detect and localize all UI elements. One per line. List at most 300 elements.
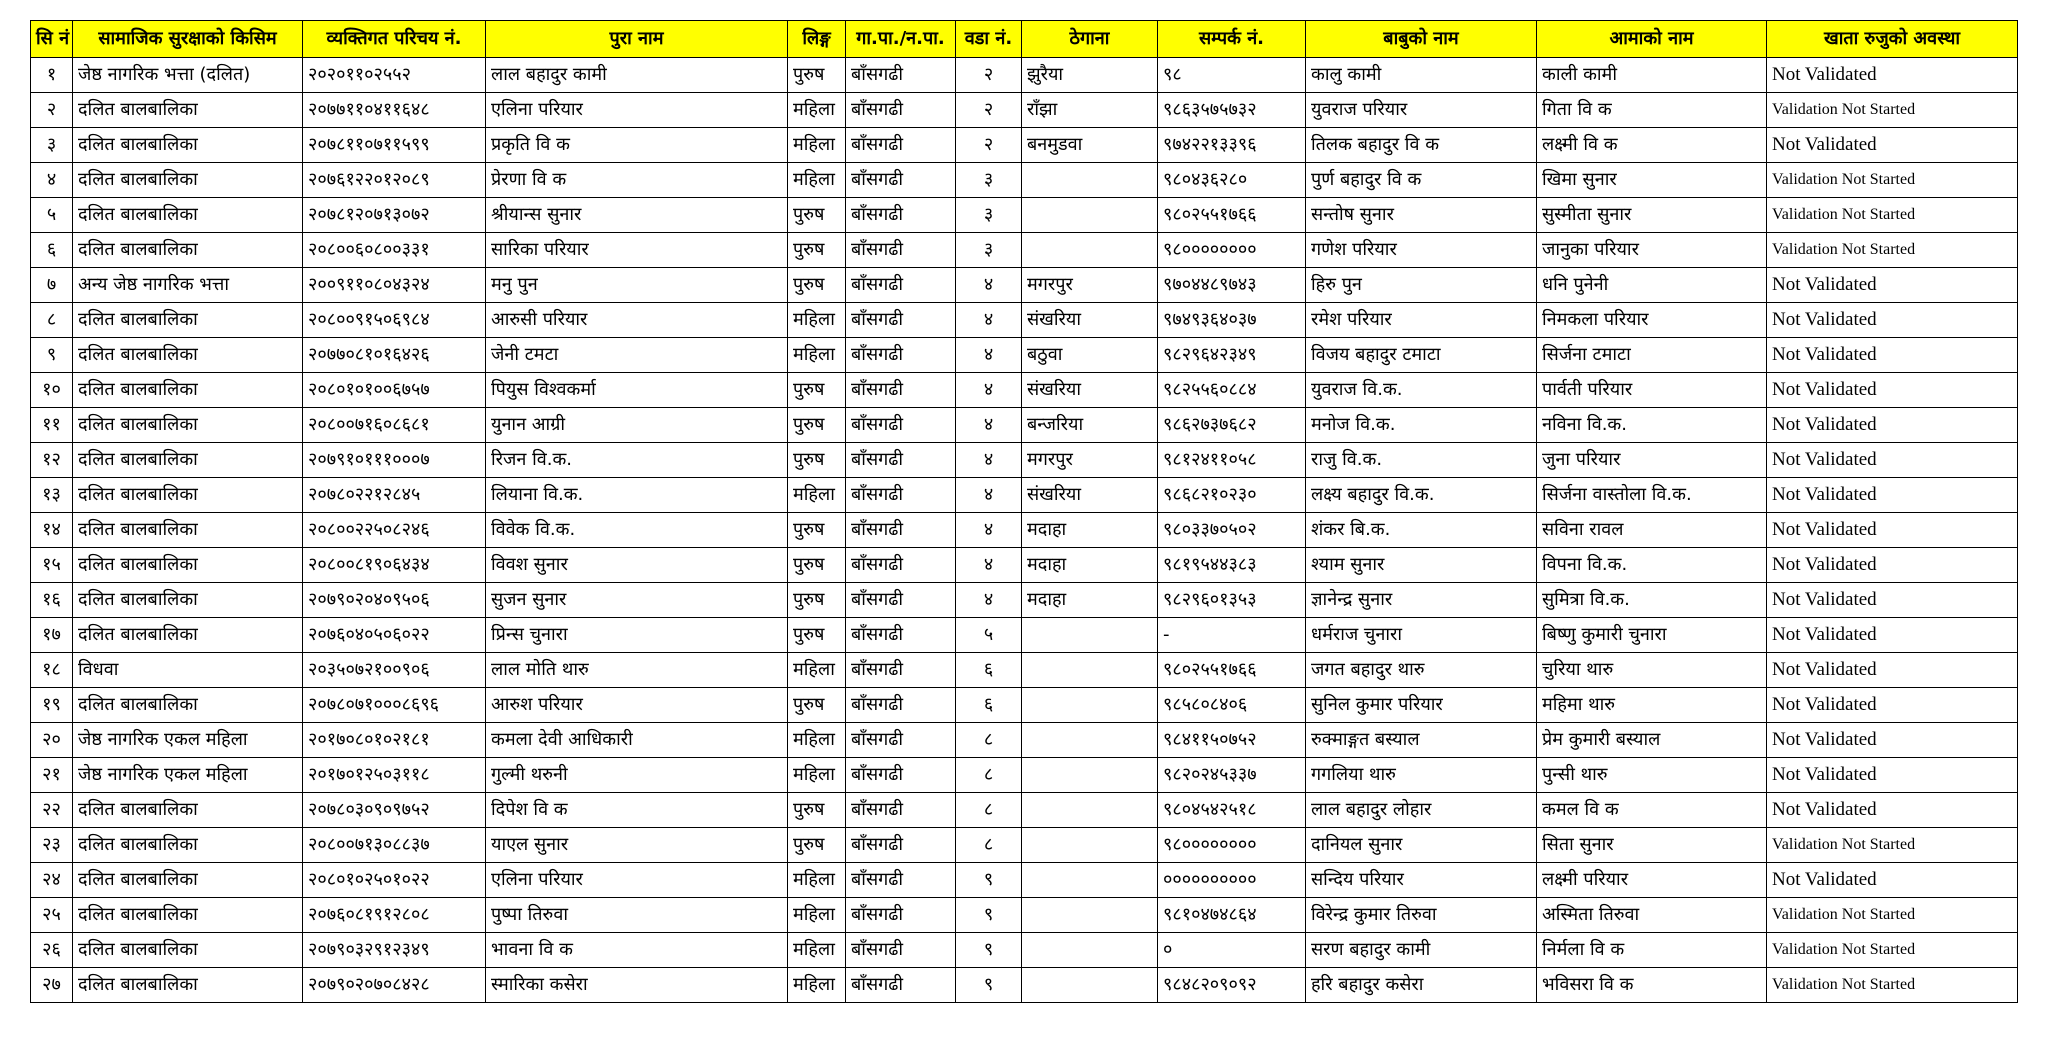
cell-municipality: बाँसगढी xyxy=(846,653,956,688)
cell-social-security-type: दलित बालबालिका xyxy=(73,338,303,373)
table-row xyxy=(31,128,2018,163)
cell-serial-number: ११ xyxy=(31,408,73,443)
cell-account-verification-status: Not Validated xyxy=(1767,513,2018,548)
cell-gender: महिला xyxy=(788,478,846,513)
cell-contact-number: ०००००००००० xyxy=(1158,863,1306,898)
cell-ward-number: ४ xyxy=(956,548,1022,583)
cell-serial-number: १० xyxy=(31,373,73,408)
cell-gender: पुरुष xyxy=(788,793,846,828)
header-social-security-type: सामाजिक सुरक्षाको किसिम xyxy=(73,21,303,58)
cell-father-name: दानियल सुनार xyxy=(1306,828,1537,863)
table-row xyxy=(31,548,2018,583)
cell-father-name: कालु कामी xyxy=(1306,58,1537,93)
cell-father-name: मनोज वि.क. xyxy=(1306,408,1537,443)
cell-contact-number: ९८०००००००० xyxy=(1158,828,1306,863)
table-row xyxy=(31,58,2018,93)
cell-account-verification-status: Not Validated xyxy=(1767,373,2018,408)
cell-mother-name: पुन्सी थारु xyxy=(1537,758,1767,793)
cell-full-name: स्मारिका कसेरा xyxy=(486,968,788,1003)
cell-social-security-type: दलित बालबालिका xyxy=(73,163,303,198)
cell-ward-number: ८ xyxy=(956,828,1022,863)
cell-ward-number: ३ xyxy=(956,198,1022,233)
cell-serial-number: २७ xyxy=(31,968,73,1003)
cell-contact-number: ९८१२४११०५८ xyxy=(1158,443,1306,478)
cell-address: मदाहा xyxy=(1022,583,1158,618)
table-row xyxy=(31,163,2018,198)
cell-address: बठुवा xyxy=(1022,338,1158,373)
cell-address xyxy=(1022,898,1158,933)
cell-address xyxy=(1022,198,1158,233)
cell-mother-name: खिमा सुनार xyxy=(1537,163,1767,198)
cell-mother-name: सिर्जना वास्तोला वि.क. xyxy=(1537,478,1767,513)
cell-account-verification-status: Not Validated xyxy=(1767,58,2018,93)
cell-father-name: रमेश परियार xyxy=(1306,303,1537,338)
table-row xyxy=(31,828,2018,863)
cell-ward-number: २ xyxy=(956,93,1022,128)
cell-full-name: रिजन वि.क. xyxy=(486,443,788,478)
cell-serial-number: ६ xyxy=(31,233,73,268)
cell-serial-number: १८ xyxy=(31,653,73,688)
cell-contact-number: ९८०००००००० xyxy=(1158,233,1306,268)
cell-full-name: याएल सुनार xyxy=(486,828,788,863)
cell-father-name: धर्मराज चुनारा xyxy=(1306,618,1537,653)
cell-ward-number: ८ xyxy=(956,723,1022,758)
cell-personal-id-number: २०७९०३२९१२३४९ xyxy=(303,933,486,968)
cell-personal-id-number: २०८००८१९०६४३४ xyxy=(303,548,486,583)
cell-account-verification-status: Not Validated xyxy=(1767,793,2018,828)
cell-address: बनमुडवा xyxy=(1022,128,1158,163)
table-row xyxy=(31,618,2018,653)
cell-full-name: पियुस विश्वकर्मा xyxy=(486,373,788,408)
cell-municipality: बाँसगढी xyxy=(846,373,956,408)
cell-contact-number: - xyxy=(1158,618,1306,653)
table-row xyxy=(31,198,2018,233)
cell-contact-number: ९८२५५६०८८४ xyxy=(1158,373,1306,408)
cell-full-name: विवेक वि.क. xyxy=(486,513,788,548)
cell-social-security-type: दलित बालबालिका xyxy=(73,548,303,583)
cell-full-name: एलिना परियार xyxy=(486,863,788,898)
cell-social-security-type: दलित बालबालिका xyxy=(73,408,303,443)
cell-address xyxy=(1022,618,1158,653)
cell-gender: पुरुष xyxy=(788,373,846,408)
cell-contact-number: ९८०४३६२८० xyxy=(1158,163,1306,198)
cell-serial-number: ९ xyxy=(31,338,73,373)
cell-contact-number: ९८४८२०९०९२ xyxy=(1158,968,1306,1003)
cell-personal-id-number: २०८००७१३०८८३७ xyxy=(303,828,486,863)
cell-mother-name: लक्ष्मी परियार xyxy=(1537,863,1767,898)
cell-personal-id-number: २००९११०८०४३२४ xyxy=(303,268,486,303)
table-row xyxy=(31,338,2018,373)
table-row xyxy=(31,653,2018,688)
cell-social-security-type: दलित बालबालिका xyxy=(73,793,303,828)
cell-social-security-type: दलित बालबालिका xyxy=(73,513,303,548)
cell-gender: महिला xyxy=(788,128,846,163)
header-ward-number: वडा नं. xyxy=(956,21,1022,58)
cell-full-name: श्रीयान्स सुनार xyxy=(486,198,788,233)
cell-serial-number: २१ xyxy=(31,758,73,793)
cell-father-name: लाल बहादुर लोहार xyxy=(1306,793,1537,828)
cell-personal-id-number: २०७६०४०५०६०२२ xyxy=(303,618,486,653)
cell-contact-number: ९८०४५४२५१८ xyxy=(1158,793,1306,828)
cell-account-verification-status: Not Validated xyxy=(1767,128,2018,163)
cell-mother-name: सिर्जना टमाटा xyxy=(1537,338,1767,373)
table-row xyxy=(31,408,2018,443)
cell-address xyxy=(1022,233,1158,268)
cell-social-security-type: जेष्ठ नागरिक भत्ता (दलित) xyxy=(73,58,303,93)
cell-municipality: बाँसगढी xyxy=(846,163,956,198)
cell-personal-id-number: २०८०१०२५०१०२२ xyxy=(303,863,486,898)
cell-address xyxy=(1022,968,1158,1003)
cell-ward-number: ५ xyxy=(956,618,1022,653)
cell-mother-name: गिता वि क xyxy=(1537,93,1767,128)
cell-father-name: विरेन्द्र कुमार तिरुवा xyxy=(1306,898,1537,933)
cell-contact-number: ९८०३३७०५०२ xyxy=(1158,513,1306,548)
cell-gender: महिला xyxy=(788,863,846,898)
cell-personal-id-number: २०७९१०१११०००७ xyxy=(303,443,486,478)
cell-gender: महिला xyxy=(788,338,846,373)
cell-account-verification-status: Not Validated xyxy=(1767,548,2018,583)
cell-personal-id-number: २०७८११०७११५९९ xyxy=(303,128,486,163)
cell-contact-number: ९८४११५०७५२ xyxy=(1158,723,1306,758)
cell-serial-number: १२ xyxy=(31,443,73,478)
cell-social-security-type: दलित बालबालिका xyxy=(73,688,303,723)
table-row xyxy=(31,478,2018,513)
cell-father-name: युवराज परियार xyxy=(1306,93,1537,128)
cell-account-verification-status: Not Validated xyxy=(1767,303,2018,338)
cell-ward-number: ४ xyxy=(956,443,1022,478)
cell-personal-id-number: २०८००६०८००३३१ xyxy=(303,233,486,268)
cell-social-security-type: दलित बालबालिका xyxy=(73,233,303,268)
cell-serial-number: १७ xyxy=(31,618,73,653)
cell-mother-name: नविना वि.क. xyxy=(1537,408,1767,443)
cell-father-name: युवराज वि.क. xyxy=(1306,373,1537,408)
cell-serial-number: १३ xyxy=(31,478,73,513)
cell-contact-number: ० xyxy=(1158,933,1306,968)
cell-ward-number: ४ xyxy=(956,303,1022,338)
header-address: ठेगाना xyxy=(1022,21,1158,58)
cell-mother-name: प्रेम कुमारी बस्याल xyxy=(1537,723,1767,758)
cell-serial-number: ५ xyxy=(31,198,73,233)
cell-address xyxy=(1022,828,1158,863)
cell-full-name: लियाना वि.क. xyxy=(486,478,788,513)
cell-serial-number: २४ xyxy=(31,863,73,898)
cell-address: मदाहा xyxy=(1022,548,1158,583)
cell-contact-number: ९८६२७३७६८२ xyxy=(1158,408,1306,443)
cell-contact-number: ९८ xyxy=(1158,58,1306,93)
cell-address: राँझा xyxy=(1022,93,1158,128)
table-row xyxy=(31,268,2018,303)
cell-account-verification-status: Not Validated xyxy=(1767,688,2018,723)
cell-municipality: बाँसगढी xyxy=(846,233,956,268)
cell-personal-id-number: २०८००२२५०८२४६ xyxy=(303,513,486,548)
cell-contact-number: ९८२९६४२३४९ xyxy=(1158,338,1306,373)
cell-ward-number: ६ xyxy=(956,688,1022,723)
cell-gender: पुरुष xyxy=(788,58,846,93)
cell-personal-id-number: २०८००७१६०८६८१ xyxy=(303,408,486,443)
cell-gender: पुरुष xyxy=(788,828,846,863)
cell-contact-number: ९८२९६०१३५३ xyxy=(1158,583,1306,618)
cell-account-verification-status: Not Validated xyxy=(1767,583,2018,618)
cell-ward-number: ८ xyxy=(956,758,1022,793)
cell-municipality: बाँसगढी xyxy=(846,478,956,513)
table-row xyxy=(31,968,2018,1003)
cell-personal-id-number: २०७६१२२०१२०८९ xyxy=(303,163,486,198)
cell-gender: महिला xyxy=(788,653,846,688)
cell-gender: पुरुष xyxy=(788,268,846,303)
cell-municipality: बाँसगढी xyxy=(846,58,956,93)
cell-contact-number: ९८५८०८४०६ xyxy=(1158,688,1306,723)
cell-ward-number: ४ xyxy=(956,268,1022,303)
cell-ward-number: २ xyxy=(956,128,1022,163)
cell-social-security-type: विधवा xyxy=(73,653,303,688)
cell-ward-number: ४ xyxy=(956,583,1022,618)
cell-serial-number: १ xyxy=(31,58,73,93)
cell-gender: महिला xyxy=(788,303,846,338)
table-row xyxy=(31,443,2018,478)
cell-gender: पुरुष xyxy=(788,618,846,653)
cell-full-name: जेनी टमटा xyxy=(486,338,788,373)
cell-gender: महिला xyxy=(788,723,846,758)
cell-mother-name: चुरिया थारु xyxy=(1537,653,1767,688)
cell-municipality: बाँसगढी xyxy=(846,513,956,548)
table-body xyxy=(31,58,2018,1003)
header-mother-name: आमाको नाम xyxy=(1537,21,1767,58)
cell-account-verification-status: Not Validated xyxy=(1767,268,2018,303)
cell-serial-number: ४ xyxy=(31,163,73,198)
cell-mother-name: सुस्मीता सुनार xyxy=(1537,198,1767,233)
cell-social-security-type: दलित बालबालिका xyxy=(73,898,303,933)
cell-gender: महिला xyxy=(788,758,846,793)
cell-personal-id-number: २०७८१२०७१३०७२ xyxy=(303,198,486,233)
cell-full-name: लाल बहादुर कामी xyxy=(486,58,788,93)
cell-address: मदाहा xyxy=(1022,513,1158,548)
cell-contact-number: ९८०२५५१७६६ xyxy=(1158,653,1306,688)
cell-municipality: बाँसगढी xyxy=(846,723,956,758)
cell-gender: पुरुष xyxy=(788,688,846,723)
cell-father-name: शंकर बि.क. xyxy=(1306,513,1537,548)
cell-full-name: मनु पुन xyxy=(486,268,788,303)
cell-father-name: राजु वि.क. xyxy=(1306,443,1537,478)
cell-father-name: सरण बहादुर कामी xyxy=(1306,933,1537,968)
cell-address xyxy=(1022,723,1158,758)
table-row xyxy=(31,303,2018,338)
cell-father-name: सन्दिय परियार xyxy=(1306,863,1537,898)
cell-municipality: बाँसगढी xyxy=(846,793,956,828)
cell-municipality: बाँसगढी xyxy=(846,898,956,933)
cell-full-name: प्रेरणा वि क xyxy=(486,163,788,198)
cell-personal-id-number: २०८००९१५०६९८४ xyxy=(303,303,486,338)
cell-gender: पुरुष xyxy=(788,233,846,268)
table-row xyxy=(31,793,2018,828)
cell-account-verification-status: Validation Not Started xyxy=(1767,93,2018,128)
cell-municipality: बाँसगढी xyxy=(846,583,956,618)
cell-social-security-type: दलित बालबालिका xyxy=(73,968,303,1003)
cell-municipality: बाँसगढी xyxy=(846,863,956,898)
cell-account-verification-status: Validation Not Started xyxy=(1767,898,2018,933)
cell-social-security-type: दलित बालबालिका xyxy=(73,828,303,863)
cell-contact-number: ९८०२५५१७६६ xyxy=(1158,198,1306,233)
cell-mother-name: अस्मिता तिरुवा xyxy=(1537,898,1767,933)
cell-municipality: बाँसगढी xyxy=(846,268,956,303)
cell-mother-name: निर्मला वि क xyxy=(1537,933,1767,968)
cell-ward-number: ४ xyxy=(956,338,1022,373)
cell-social-security-type: दलित बालबालिका xyxy=(73,303,303,338)
cell-personal-id-number: २०३५०७२१००९०६ xyxy=(303,653,486,688)
cell-ward-number: ९ xyxy=(956,968,1022,1003)
cell-account-verification-status: Not Validated xyxy=(1767,653,2018,688)
cell-municipality: बाँसगढी xyxy=(846,443,956,478)
cell-personal-id-number: २०७८०७१०००८६९६ xyxy=(303,688,486,723)
cell-gender: महिला xyxy=(788,968,846,1003)
cell-full-name: प्रिन्स चुनारा xyxy=(486,618,788,653)
cell-municipality: बाँसगढी xyxy=(846,198,956,233)
cell-ward-number: ४ xyxy=(956,408,1022,443)
cell-address: संखरिया xyxy=(1022,373,1158,408)
table-row xyxy=(31,373,2018,408)
cell-full-name: गुल्मी थरुनी xyxy=(486,758,788,793)
cell-address: मगरपुर xyxy=(1022,268,1158,303)
table-row xyxy=(31,723,2018,758)
cell-municipality: बाँसगढी xyxy=(846,968,956,1003)
cell-account-verification-status: Validation Not Started xyxy=(1767,198,2018,233)
cell-mother-name: पार्वती परियार xyxy=(1537,373,1767,408)
cell-contact-number: ९७४२२१३३९६ xyxy=(1158,128,1306,163)
cell-ward-number: २ xyxy=(956,58,1022,93)
cell-gender: महिला xyxy=(788,933,846,968)
cell-personal-id-number: २०८०१०१००६७५७ xyxy=(303,373,486,408)
cell-full-name: एलिना परियार xyxy=(486,93,788,128)
cell-address xyxy=(1022,163,1158,198)
cell-account-verification-status: Not Validated xyxy=(1767,863,2018,898)
cell-account-verification-status: Not Validated xyxy=(1767,443,2018,478)
cell-municipality: बाँसगढी xyxy=(846,338,956,373)
cell-father-name: जगत बहादुर थारु xyxy=(1306,653,1537,688)
cell-municipality: बाँसगढी xyxy=(846,688,956,723)
cell-social-security-type: जेष्ठ नागरिक एकल महिला xyxy=(73,758,303,793)
cell-contact-number: ९८१०४७४८६४ xyxy=(1158,898,1306,933)
header-serial-number: सि नं xyxy=(31,21,73,58)
cell-serial-number: ८ xyxy=(31,303,73,338)
cell-personal-id-number: २०१७०८०१०२१८१ xyxy=(303,723,486,758)
cell-serial-number: २ xyxy=(31,93,73,128)
cell-address: संखरिया xyxy=(1022,478,1158,513)
cell-account-verification-status: Not Validated xyxy=(1767,758,2018,793)
cell-father-name: हरि बहादुर कसेरा xyxy=(1306,968,1537,1003)
cell-full-name: भावना वि क xyxy=(486,933,788,968)
cell-ward-number: ३ xyxy=(956,163,1022,198)
cell-mother-name: भविसरा वि क xyxy=(1537,968,1767,1003)
cell-serial-number: ३ xyxy=(31,128,73,163)
cell-ward-number: ८ xyxy=(956,793,1022,828)
cell-serial-number: २५ xyxy=(31,898,73,933)
cell-mother-name: निमकला परियार xyxy=(1537,303,1767,338)
cell-social-security-type: दलित बालबालिका xyxy=(73,618,303,653)
cell-municipality: बाँसगढी xyxy=(846,758,956,793)
cell-mother-name: कमल वि क xyxy=(1537,793,1767,828)
cell-full-name: दिपेश वि क xyxy=(486,793,788,828)
header-account-verification-status: खाता रुजुको अवस्था xyxy=(1767,21,2018,58)
table-row xyxy=(31,758,2018,793)
cell-full-name: प्रकृति वि क xyxy=(486,128,788,163)
cell-ward-number: ४ xyxy=(956,373,1022,408)
cell-gender: पुरुष xyxy=(788,408,846,443)
data-table xyxy=(30,20,2018,1003)
cell-address xyxy=(1022,863,1158,898)
cell-mother-name: लक्ष्मी वि क xyxy=(1537,128,1767,163)
cell-full-name: लाल मोति थारु xyxy=(486,653,788,688)
cell-social-security-type: दलित बालबालिका xyxy=(73,478,303,513)
cell-account-verification-status: Validation Not Started xyxy=(1767,828,2018,863)
cell-account-verification-status: Validation Not Started xyxy=(1767,968,2018,1003)
cell-father-name: ज्ञानेन्द्र सुनार xyxy=(1306,583,1537,618)
cell-mother-name: सविना रावल xyxy=(1537,513,1767,548)
cell-social-security-type: दलित बालबालिका xyxy=(73,443,303,478)
cell-personal-id-number: २०७६०८१९१२८०८ xyxy=(303,898,486,933)
cell-address xyxy=(1022,933,1158,968)
table-row xyxy=(31,898,2018,933)
cell-serial-number: १९ xyxy=(31,688,73,723)
cell-account-verification-status: Validation Not Started xyxy=(1767,933,2018,968)
cell-father-name: सन्तोष सुनार xyxy=(1306,198,1537,233)
cell-full-name: सुजन सुनार xyxy=(486,583,788,618)
cell-ward-number: ९ xyxy=(956,898,1022,933)
cell-ward-number: ९ xyxy=(956,933,1022,968)
cell-father-name: पुर्ण बहादुर वि क xyxy=(1306,163,1537,198)
cell-address: बन्जरिया xyxy=(1022,408,1158,443)
cell-social-security-type: दलित बालबालिका xyxy=(73,863,303,898)
cell-serial-number: ७ xyxy=(31,268,73,303)
cell-social-security-type: दलित बालबालिका xyxy=(73,128,303,163)
cell-social-security-type: दलित बालबालिका xyxy=(73,198,303,233)
cell-municipality: बाँसगढी xyxy=(846,408,956,443)
cell-social-security-type: जेष्ठ नागरिक एकल महिला xyxy=(73,723,303,758)
cell-full-name: आरुश परियार xyxy=(486,688,788,723)
cell-municipality: बाँसगढी xyxy=(846,303,956,338)
cell-account-verification-status: Not Validated xyxy=(1767,408,2018,443)
table-row xyxy=(31,863,2018,898)
cell-father-name: लक्ष्य बहादुर वि.क. xyxy=(1306,478,1537,513)
cell-gender: महिला xyxy=(788,163,846,198)
header-gender: लिङ्ग xyxy=(788,21,846,58)
cell-mother-name: विपना वि.क. xyxy=(1537,548,1767,583)
cell-address xyxy=(1022,758,1158,793)
header-father-name: बाबुको नाम xyxy=(1306,21,1537,58)
cell-father-name: विजय बहादुर टमाटा xyxy=(1306,338,1537,373)
cell-father-name: गगलिया थारु xyxy=(1306,758,1537,793)
cell-ward-number: ९ xyxy=(956,863,1022,898)
cell-municipality: बाँसगढी xyxy=(846,618,956,653)
cell-address xyxy=(1022,688,1158,723)
cell-municipality: बाँसगढी xyxy=(846,548,956,583)
cell-serial-number: १४ xyxy=(31,513,73,548)
table-row xyxy=(31,583,2018,618)
cell-full-name: आरुसी परियार xyxy=(486,303,788,338)
cell-account-verification-status: Not Validated xyxy=(1767,338,2018,373)
cell-address xyxy=(1022,793,1158,828)
cell-father-name: सुनिल कुमार परियार xyxy=(1306,688,1537,723)
cell-father-name: हिरु पुन xyxy=(1306,268,1537,303)
table-row xyxy=(31,93,2018,128)
cell-ward-number: ६ xyxy=(956,653,1022,688)
cell-ward-number: ४ xyxy=(956,478,1022,513)
cell-contact-number: ९८६८२१०२३० xyxy=(1158,478,1306,513)
cell-account-verification-status: Not Validated xyxy=(1767,723,2018,758)
cell-serial-number: २२ xyxy=(31,793,73,828)
cell-mother-name: काली कामी xyxy=(1537,58,1767,93)
cell-gender: पुरुष xyxy=(788,513,846,548)
cell-ward-number: ४ xyxy=(956,513,1022,548)
cell-social-security-type: अन्य जेष्ठ नागरिक भत्ता xyxy=(73,268,303,303)
